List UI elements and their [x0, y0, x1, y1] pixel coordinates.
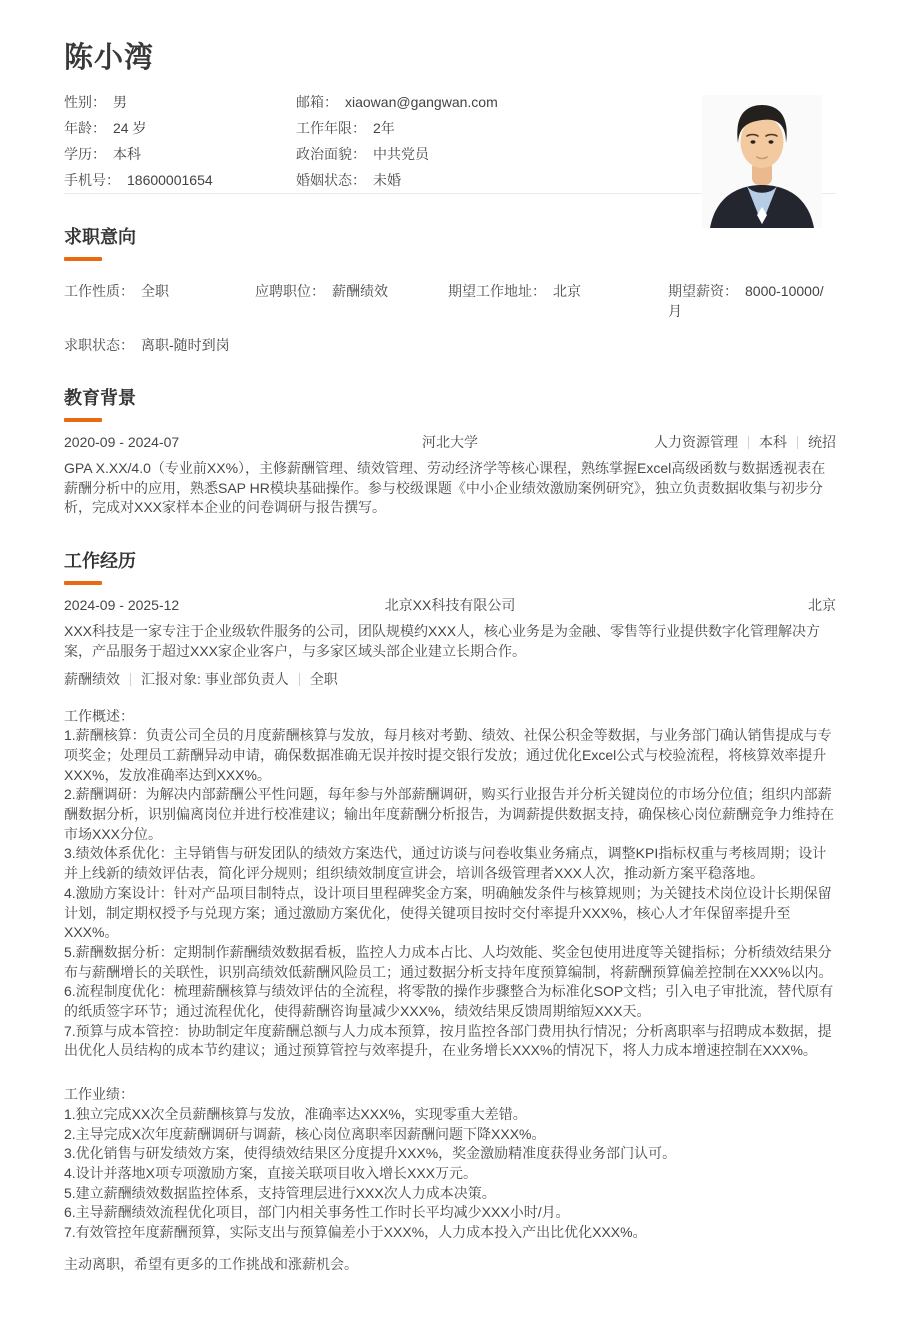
field-value: xiaowan@gangwan.com [345, 94, 498, 110]
info-item-marital-status [296, 170, 664, 190]
work-employment-type: 全职 [309, 670, 338, 687]
work-achievement-item: 2.主导完成X次年度薪酬调研与调薪，核心岗位离职率因薪酬问题下降XXX%。 [64, 1125, 546, 1142]
work-company: 北京XX科技有限公司 [384, 597, 516, 614]
work-position: 薪酬绩效 [64, 670, 120, 687]
info-item-political-status [296, 144, 664, 164]
candidate-name: 陈小湾 [64, 42, 155, 74]
intention-item-job-type [64, 281, 255, 321]
intention-item-expected-salary [668, 281, 836, 321]
education-degree: 本科 [759, 434, 787, 450]
work-achievement-item: 5.建立薪酬绩效数据监控体系，支持管理层进行XXX次人力成本决策。 [64, 1184, 496, 1201]
company-intro: XXX科技是一家专注于企业级软件服务的公司，团队规模约XXX人，核心业务是为金融、零售等行业提供数字化管理解决方案，产品服务于超过XXX家企业客户，与多家区域头部企业建立长期合作。 [64, 623, 821, 659]
intention-item-target-location [448, 281, 668, 321]
separator [748, 436, 749, 449]
field-value: 本科 [113, 146, 141, 162]
field-label: 婚姻状态： [296, 172, 366, 188]
field-value: 离职-随时到岗 [141, 337, 230, 353]
work-achievement-item: 4.设计并落地X项专项激励方案，直接关联项目收入增长XXX万元。 [64, 1164, 478, 1181]
separator [797, 436, 798, 449]
field-value: 24 岁 [113, 120, 147, 136]
work-achievement-item: 1.独立完成XX次全员薪酬核算与发放，准确率达XXX%，实现零重大差错。 [64, 1105, 527, 1122]
education-school: 河北大学 [422, 434, 478, 450]
field-value: 中共党员 [373, 146, 429, 162]
work-overview-block [64, 707, 836, 1062]
work-achievement-item: 6.主导薪酬绩效流程优化项目，部门内相关事务性工作时长平均减少XXX小时/月。 [64, 1204, 570, 1221]
field-label: 工作性质： [64, 283, 134, 299]
work-overview-item: 3.绩效体系优化：主导销售与研发团队的绩效方案迭代，通过访谈与问卷收集业务痛点，调整KPI指标权重与考核周期；设计并上线新的绩效评估表，简化评分规则；组织绩效制度宣讲会，培训各级管理者XXX人次，推动新方案平稳落地。 [64, 845, 827, 882]
separator [299, 673, 300, 686]
field-label: 学历： [64, 146, 106, 162]
field-label: 政治面貌： [296, 146, 366, 162]
accent-bar [64, 418, 102, 422]
field-value: 2年 [373, 120, 395, 136]
portrait-illustration [702, 95, 822, 228]
work-location: 北京 [808, 597, 836, 614]
work-overview-title: 工作概述： [64, 707, 134, 724]
work-entry-row [64, 595, 836, 615]
work-reporting-line: 汇报对象: 事业部负责人 [141, 670, 289, 687]
field-label: 期望薪资： [668, 283, 738, 299]
field-label: 期望工作地址： [448, 283, 546, 299]
work-period: 2024-09 - 2025-12 [64, 597, 180, 614]
field-label: 邮箱： [296, 94, 338, 110]
info-item-email [296, 92, 664, 112]
education-admission: 统招 [808, 434, 836, 450]
section-title-job-intention: 求职意向 [64, 227, 136, 247]
education-entry-row [64, 432, 836, 452]
section-education [64, 388, 836, 518]
personal-info-grid [64, 89, 664, 193]
field-label: 性别： [64, 94, 106, 110]
education-meta [596, 432, 836, 452]
section-title-education: 教育背景 [64, 388, 136, 408]
intention-item-seeking-status [64, 335, 836, 355]
job-intention-row [64, 281, 836, 321]
profile-photo [702, 95, 822, 228]
work-overview-item: 6.流程制度优化：梳理薪酬核算与绩效评估的全流程，将零散的操作步骤整合为标准化SOP文档；引入电子审批流，替代原有的纸质签字环节；通过流程优化，使得薪酬咨询量减少XXX%，绩效结果反馈周期缩短XXX天。 [64, 983, 834, 1020]
info-item-experience-years [296, 118, 664, 138]
education-major: 人力资源管理 [654, 434, 738, 450]
accent-bar [64, 257, 102, 261]
field-value: 全职 [141, 283, 169, 299]
field-label: 年龄： [64, 120, 106, 136]
leaving-reason: 主动离职，希望有更多的工作挑战和涨薪机会。 [64, 1255, 358, 1272]
info-item-education-level [64, 144, 296, 164]
separator [130, 673, 131, 686]
resume-page [0, 43, 900, 1318]
work-achievements-block [64, 1085, 836, 1243]
work-achievements-title: 工作业绩： [64, 1086, 134, 1103]
work-overview-item: 5.薪酬数据分析：定期制作薪酬绩效数据看板，监控人力成本占比、人均效能、奖金包使用进度等关键指标；分析绩效结果分布与薪酬增长的关联性，识别高绩效低薪酬风险员工；通过数据分析支持年度预算编制，将薪酬预算偏差控制在XXX%以内。 [64, 943, 833, 980]
field-value: 18600001654 [127, 172, 213, 188]
work-overview-item: 4.激励方案设计：针对产品项目制特点，设计项目里程碑奖金方案，明确触发条件与核算规则；为关键技术岗位设计长期保留计划，制定期权授予与兑现方案；通过激励方案优化，使得关键项目按时交付率提升XXX%，核心人才年保留率提升至XXX%。 [64, 884, 832, 941]
work-overview-item: 2.薪酬调研：为解决内部薪酬公平性问题，每年参与外部薪酬调研，购买行业报告并分析关键岗位的市场分位值；组织内部薪酬数据分析，识别偏离岗位并进行校准建议；输出年度薪酬分析报告，为调薪提供数据支持，确保核心岗位薪酬竞争力维持在市场XXX分位。 [64, 786, 834, 842]
field-value: 薪酬绩效 [332, 283, 388, 299]
field-label: 手机号： [64, 172, 120, 188]
field-label: 工作年限： [296, 120, 366, 136]
work-achievement-item: 7.有效管控年度薪酬预算，实际支出与预算偏差小于XXX%，人力成本投入产出比优化XXX%。 [64, 1224, 647, 1241]
field-label: 应聘职位： [255, 283, 325, 299]
intention-item-target-position [255, 281, 448, 321]
education-period: 2020-09 - 2024-07 [64, 434, 180, 450]
work-achievement-item: 3.优化销售与研发绩效方案，使得绩效结果区分度提升XXX%，奖金激励精准度获得业务部门认可。 [64, 1145, 677, 1162]
field-value: 男 [113, 94, 127, 110]
job-seeking-status-row [64, 335, 836, 355]
education-description: GPA X.XX/4.0（专业前XX%），主修薪酬管理、绩效管理、劳动经济学等核心课程，熟练掌握Excel高级函数与数据透视表在薪酬分析中的应用，熟悉SAP HR模块基础操作。参与校级课题《中小企业绩效激励案例研究》，独立负责数据收集与初步分析，完成对XXX家样本企业的问卷调研与报告撰写。 [64, 460, 826, 516]
work-overview-item: 7.预算与成本管控：协助制定年度薪酬总额与人力成本预算，按月监控各部门费用执行情况；分析离职率与招聘成本数据，提出优化人员结构的成本节约建议；通过预算管控与效率提升，在业务增长XXX%的情况下，将人力成本增速控制在XXX%。 [64, 1022, 832, 1059]
accent-bar [64, 581, 102, 585]
work-overview-item: 1.薪酬核算：负责公司全员的月度薪酬核算与发放，每月核对考勤、绩效、社保公积金等数据，与业务部门确认销售提成与专项奖金；处理员工薪酬异动申请，确保数据准确无误并按时提交银行发放；通过优化Excel公式与校验流程，将核算效率提升XXX%，发放准确率达到XXX%。 [64, 727, 832, 783]
position-meta-row [64, 669, 836, 689]
section-title-work-experience: 工作经历 [64, 551, 136, 572]
section-job-intention [64, 227, 836, 355]
info-item-phone [64, 170, 296, 190]
info-item-age [64, 118, 296, 138]
info-item-gender [64, 92, 296, 112]
field-value: 未婚 [373, 172, 401, 188]
field-label: 求职状态： [64, 337, 134, 353]
section-work-experience [64, 551, 836, 1274]
field-value: 8000-10000/月 [668, 283, 824, 319]
field-value: 北京 [553, 283, 581, 299]
resume-header [64, 43, 836, 193]
